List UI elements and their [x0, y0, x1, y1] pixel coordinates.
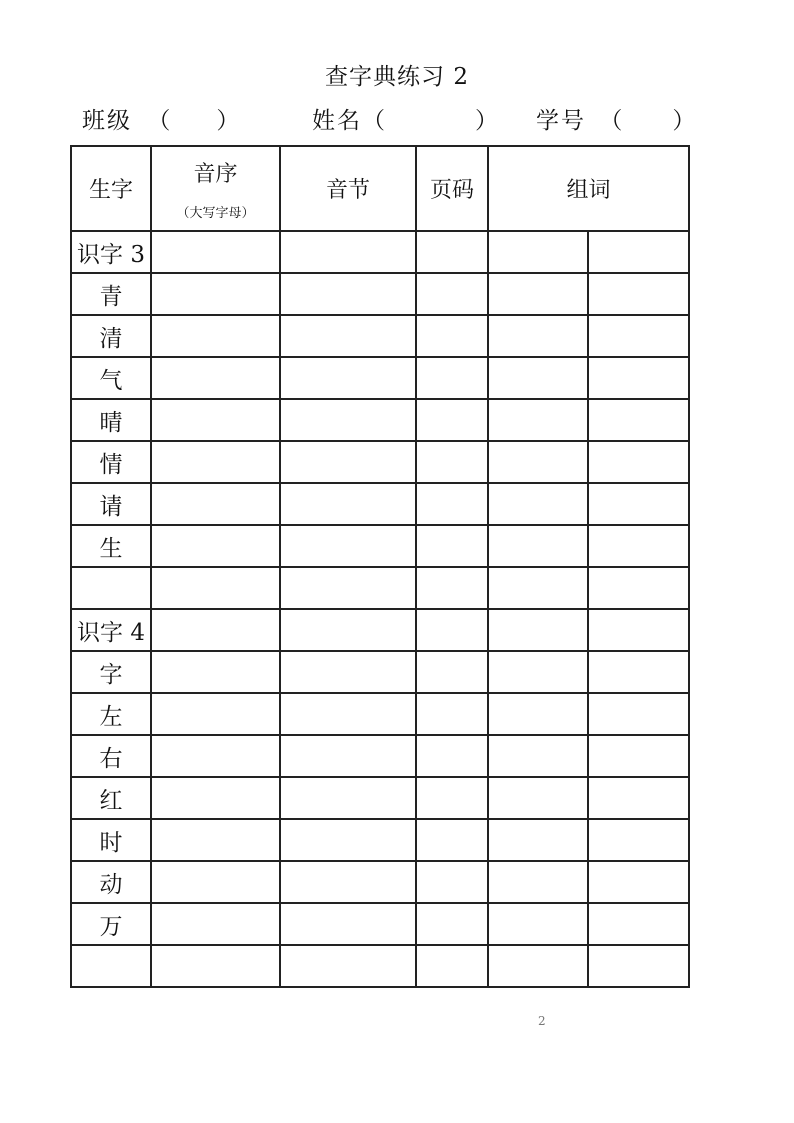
name-label: 姓名 [312, 108, 362, 134]
word-1-cell[interactable] [488, 315, 588, 357]
table-row [71, 357, 689, 399]
syllable-cell[interactable] [280, 483, 416, 525]
char-cell: 生 [71, 525, 151, 567]
char-cell: 动 [71, 861, 151, 903]
order-cell[interactable] [151, 273, 280, 315]
order-cell[interactable] [151, 651, 280, 693]
char-cell: 请 [71, 483, 151, 525]
order-cell[interactable] [151, 777, 280, 819]
order-cell[interactable] [151, 525, 280, 567]
table-row [71, 399, 689, 441]
word-1-cell[interactable] [488, 567, 588, 609]
table-row [71, 525, 689, 567]
section-row [71, 609, 689, 651]
syllable-cell[interactable] [280, 315, 416, 357]
name-open-paren: （ [362, 108, 385, 134]
table-row [71, 903, 689, 945]
syllable-cell[interactable] [280, 735, 416, 777]
order-cell[interactable] [151, 819, 280, 861]
word-2-cell[interactable] [588, 651, 689, 693]
syllable-cell[interactable] [280, 399, 416, 441]
char-cell: 气 [71, 357, 151, 399]
name-field[interactable] [312, 102, 498, 135]
student-id-open-paren: （ [599, 108, 623, 134]
word-1-cell[interactable] [488, 819, 588, 861]
page-cell[interactable] [416, 231, 488, 273]
order-cell[interactable] [151, 231, 280, 273]
char-cell [71, 945, 151, 987]
word-2-cell[interactable] [588, 441, 689, 483]
char-cell: 红 [71, 777, 151, 819]
table-row [71, 945, 689, 987]
class-open-paren: （ [147, 108, 171, 134]
header-page: 页码 [416, 146, 488, 231]
word-1-cell[interactable] [488, 903, 588, 945]
word-2-cell[interactable] [588, 399, 689, 441]
order-cell[interactable] [151, 693, 280, 735]
syllable-cell[interactable] [280, 441, 416, 483]
order-cell[interactable] [151, 861, 280, 903]
page-number-mark: 2 [538, 1014, 546, 1028]
word-2-cell[interactable] [588, 483, 689, 525]
word-1-cell[interactable] [488, 609, 588, 651]
class-close-paren: ） [216, 108, 240, 134]
syllable-cell[interactable] [280, 861, 416, 903]
page-cell[interactable] [416, 777, 488, 819]
student-id-field[interactable] [536, 102, 695, 135]
table-row [71, 651, 689, 693]
syllable-cell[interactable] [280, 609, 416, 651]
word-2-cell[interactable] [588, 861, 689, 903]
char-cell: 右 [71, 735, 151, 777]
page-cell[interactable] [416, 273, 488, 315]
word-2-cell[interactable] [588, 945, 689, 987]
syllable-cell[interactable] [280, 525, 416, 567]
student-id-label: 学号 [536, 108, 586, 134]
order-cell[interactable] [151, 315, 280, 357]
word-2-cell[interactable] [588, 693, 689, 735]
order-cell[interactable] [151, 735, 280, 777]
word-1-cell[interactable] [488, 273, 588, 315]
section-row [71, 231, 689, 273]
word-2-cell[interactable] [588, 735, 689, 777]
order-cell[interactable] [151, 357, 280, 399]
syllable-cell[interactable] [280, 777, 416, 819]
table-row [71, 567, 689, 609]
name-close-paren: ） [475, 108, 498, 134]
word-1-cell[interactable] [488, 735, 588, 777]
page-cell[interactable] [416, 567, 488, 609]
char-cell: 清 [71, 315, 151, 357]
section-label: 识字 4 [71, 609, 151, 651]
word-1-cell[interactable] [488, 525, 588, 567]
word-1-cell[interactable] [488, 441, 588, 483]
word-1-cell[interactable] [488, 945, 588, 987]
order-cell[interactable] [151, 945, 280, 987]
char-cell: 情 [71, 441, 151, 483]
student-id-close-paren: ） [672, 108, 696, 134]
syllable-cell[interactable] [280, 819, 416, 861]
word-1-cell[interactable] [488, 231, 588, 273]
page-cell[interactable] [416, 357, 488, 399]
word-1-cell[interactable] [488, 399, 588, 441]
page-title: 查字典练习 2 [325, 64, 469, 90]
char-cell: 晴 [71, 399, 151, 441]
page-cell[interactable] [416, 693, 488, 735]
order-cell[interactable] [151, 903, 280, 945]
word-1-cell[interactable] [488, 861, 588, 903]
char-cell [71, 567, 151, 609]
char-cell: 左 [71, 693, 151, 735]
table-row [71, 315, 689, 357]
char-cell: 万 [71, 903, 151, 945]
header-order [151, 146, 280, 231]
page-cell[interactable] [416, 525, 488, 567]
word-2-cell[interactable] [588, 525, 689, 567]
word-1-cell[interactable] [488, 777, 588, 819]
page-cell[interactable] [416, 735, 488, 777]
char-cell: 字 [71, 651, 151, 693]
word-2-cell[interactable] [588, 903, 689, 945]
table-row [71, 735, 689, 777]
syllable-cell[interactable] [280, 231, 416, 273]
table-row [71, 483, 689, 525]
syllable-cell[interactable] [280, 567, 416, 609]
order-cell[interactable] [151, 567, 280, 609]
word-2-cell[interactable] [588, 273, 689, 315]
char-cell: 时 [71, 819, 151, 861]
syllable-cell[interactable] [280, 945, 416, 987]
word-1-cell[interactable] [488, 651, 588, 693]
class-label: 班级 [82, 108, 132, 134]
syllable-cell[interactable] [280, 273, 416, 315]
order-cell[interactable] [151, 441, 280, 483]
page-cell[interactable] [416, 441, 488, 483]
word-1-cell[interactable] [488, 483, 588, 525]
order-cell[interactable] [151, 483, 280, 525]
word-2-cell[interactable] [588, 357, 689, 399]
table-row [71, 861, 689, 903]
table-row [71, 441, 689, 483]
header-order-label: 音序 [193, 161, 238, 187]
page-cell[interactable] [416, 483, 488, 525]
page-cell[interactable] [416, 651, 488, 693]
syllable-cell[interactable] [280, 903, 416, 945]
section-label: 识字 3 [71, 231, 151, 273]
word-2-cell[interactable] [588, 567, 689, 609]
word-1-cell[interactable] [488, 693, 588, 735]
syllable-cell[interactable] [280, 693, 416, 735]
header-order-note: （大写字母） [176, 205, 255, 221]
word-2-cell[interactable] [588, 609, 689, 651]
header-words: 组词 [488, 146, 689, 231]
word-1-cell[interactable] [488, 357, 588, 399]
header-syllable: 音节 [280, 146, 416, 231]
page-cell[interactable] [416, 819, 488, 861]
table-row [71, 777, 689, 819]
table-row [71, 693, 689, 735]
word-2-cell[interactable] [588, 231, 689, 273]
syllable-cell[interactable] [280, 651, 416, 693]
word-2-cell[interactable] [588, 819, 689, 861]
table-row [71, 819, 689, 861]
word-2-cell[interactable] [588, 315, 689, 357]
page-cell[interactable] [416, 315, 488, 357]
table-row [71, 273, 689, 315]
word-2-cell[interactable] [588, 777, 689, 819]
order-cell[interactable] [151, 609, 280, 651]
class-field[interactable] [82, 102, 239, 135]
header-char: 生字 [71, 146, 151, 231]
page-cell[interactable] [416, 945, 488, 987]
page-cell[interactable] [416, 609, 488, 651]
page-cell[interactable] [416, 903, 488, 945]
header-row [71, 146, 689, 231]
char-cell: 青 [71, 273, 151, 315]
worksheet-table [70, 145, 690, 988]
page-cell[interactable] [416, 861, 488, 903]
order-cell[interactable] [151, 399, 280, 441]
syllable-cell[interactable] [280, 357, 416, 399]
page-cell[interactable] [416, 399, 488, 441]
